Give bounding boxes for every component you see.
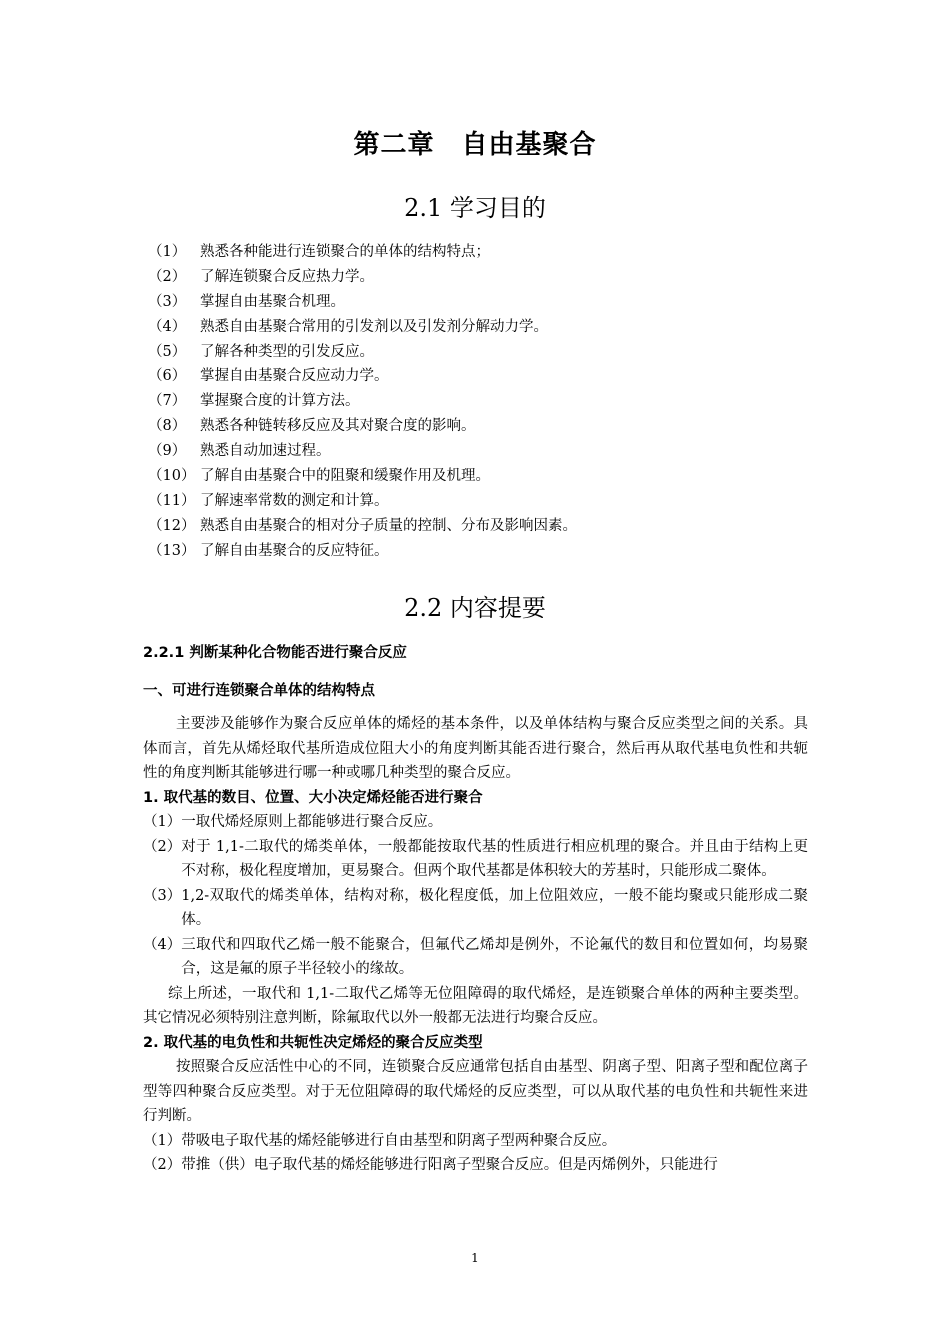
list-item: （13） 了解自由基聚合的反应特征。 <box>148 542 389 559</box>
list-item: （10） 了解自由基聚合中的阻聚和缓聚作用及机理。 <box>148 468 490 485</box>
list-item: （12） 熟悉自由基聚合的相对分子质量的控制、分布及影响因素。 <box>148 517 577 534</box>
list-item: （7） 掌握聚合度的计算方法。 <box>148 393 360 410</box>
heading-substituent-size: 1. 取代基的数目、位置、大小决定烯烃能否进行聚合 <box>143 789 483 806</box>
page-number: 1 <box>471 1251 479 1265</box>
list-item: （1） 一取代烯烃原则上都能够进行聚合反应。 <box>143 814 443 830</box>
list-item: （6） 掌握自由基聚合反应动力学。 <box>148 368 389 385</box>
heading-substituent-electronegativity: 2. 取代基的电负性和共轭性决定烯烃的聚合反应类型 <box>143 1034 483 1051</box>
list-item: （3） 1,2-双取代的烯类单体，结构对称，极化程度低，加上位阻效应，一般不能均聚或只能形成二聚体。 <box>143 887 808 928</box>
list-item: （9） 熟悉自动加速过程。 <box>148 443 331 460</box>
body-text <box>143 712 808 1178</box>
list-item: （4） 三取代和四取代乙烯一般不能聚合，但氟代乙烯却是例外，不论氟代的数目和位置如何，均易聚合，这是氟的原子半径较小的缘故。 <box>143 936 808 977</box>
section-title-learning-goals: 2.1 学习目的 <box>404 194 546 222</box>
list-item: （1） 熟悉各种能进行连锁聚合的单体的结构特点； <box>148 244 490 260</box>
summary-paragraph: 综上所述，一取代和 1,1-二取代乙烯等无位阻障碍的取代烯烃，是连锁聚合单体的两种主要类型。其它情况必须特别注意判断，除氟取代以外一般都无法进行均聚合反应。 <box>143 985 808 1026</box>
list-item: （5） 了解各种类型的引发反应。 <box>148 343 374 360</box>
list-item: （2） 了解连锁聚合反应热力学。 <box>148 268 374 285</box>
section-title-content-summary: 2.2 内容提要 <box>404 594 546 622</box>
intro-paragraph: 主要涉及能够作为聚合反应单体的烯烃的基本条件，以及单体结构与聚合反应类型之间的关系。具体而言，首先从烯烃取代基所造成位阻大小的角度判断其能否进行聚合，然后再从取代基电负性和共轭性的角度判断其能够进行哪一种或哪几种类型的聚合反应。 <box>143 716 808 781</box>
list-item: （3） 掌握自由基聚合机理。 <box>148 293 345 310</box>
chapter-title: 第二章 自由基聚合 <box>353 130 597 160</box>
subsection-heading-221: 2.2.1 判断某种化合物能否进行聚合反应 <box>143 645 407 661</box>
list-item: （8） 熟悉各种链转移反应及其对聚合度的影响。 <box>148 418 476 435</box>
list-item: （2） 对于 1,1-二取代的烯类单体，一般都能按取代基的性质进行相应机理的聚合。并且由于结构上更不对称，极化程度增加，更易聚合。但两个取代基都是体积较大的芳基时，只能形成二聚体。 <box>143 838 808 879</box>
list-item: （1） 带吸电子取代基的烯烃能够进行自由基型和阴离子型两种聚合反应。 <box>143 1132 617 1149</box>
list-item: （4） 熟悉自由基聚合常用的引发剂以及引发剂分解动力学。 <box>148 318 548 335</box>
list-item: （2） 带推（供）电子取代基的烯烃能够进行阳离子型聚合反应。但是丙烯例外，只能进行 <box>143 1157 718 1173</box>
list-item: （11） 了解速率常数的测定和计算。 <box>148 492 389 509</box>
learning-goals-list <box>148 240 828 564</box>
polymerization-types-paragraph: 按照聚合反应活性中心的不同，连锁聚合反应通常包括自由基型、阴离子型、阳离子型和配位离子型等四种聚合反应类型。对于无位阻障碍的取代烯烃的反应类型，可以从取代基的电负性和共轭性来进行判断。 <box>143 1059 808 1124</box>
subsection-heading-monomer-structure: 一、可进行连锁聚合单体的结构特点 <box>143 683 375 699</box>
